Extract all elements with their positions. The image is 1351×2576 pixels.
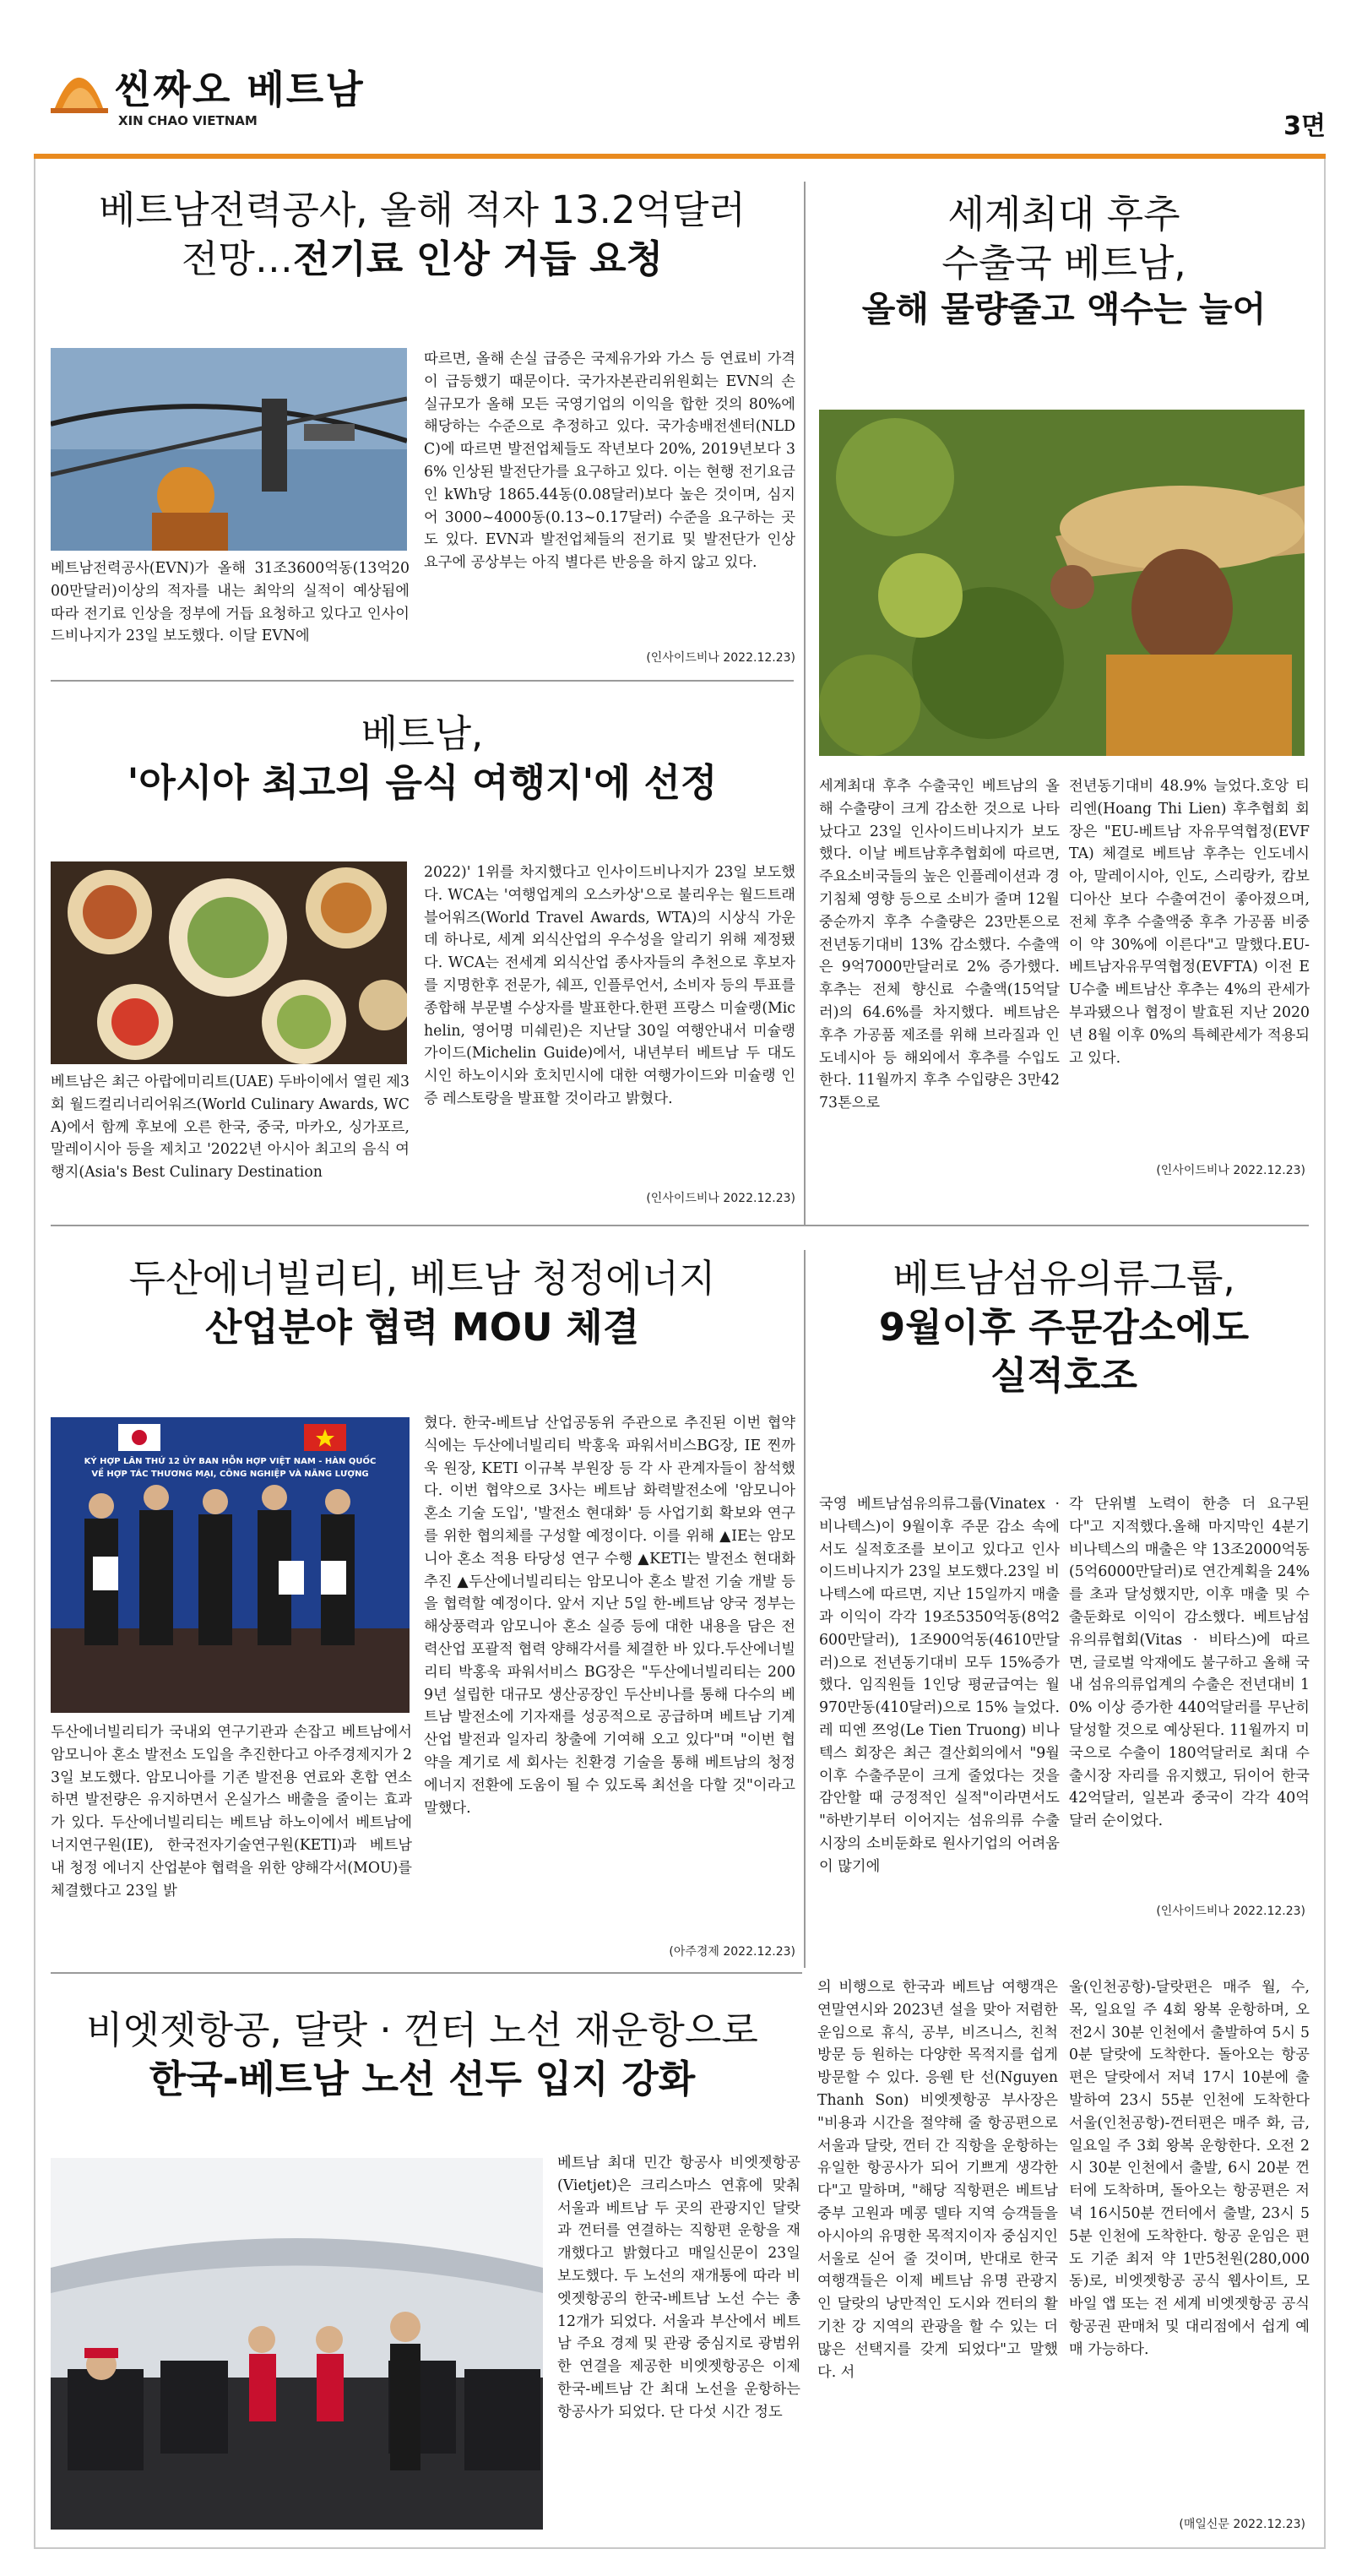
page-number: 3면 <box>1283 111 1326 141</box>
banner-line: VỀ HỢP TÁC THƯƠNG MẠI, CÔNG NGHIỆP VÀ NĂNG LƯỢNG <box>91 1470 369 1479</box>
headline <box>815 190 1313 332</box>
article-body-col3: 울(인천공항)-달랏편은 매주 월, 수, 목, 일요일 주 4회 왕복 운항하며, 오전2시 30분 인천에서 출발하여 5시 50분 달랏에 도착한다. 돌아오는 항공편은 달랏에서 저녁 17시 10분에 출발하여 23시 55분 인천에 도착한다 서울(인천공항)-껀터편은 매주 화, 금, 일요일 주 3회 왕복 운항한다. 오전 2시 30분 인천에서 출발, 6시 20분 껀터에 도착하며, 돌아오는 항공편은 저녁 16시50분 껀터에서 출발, 23시 55분 인천에 도착한다. 항공 운임은 편도 기준 최저 약 1만5천원(280,000동)로, 비엣젯항공 공식 웹사이트, 모바일 앱 또는 전 세계 비엣젯항공 공식 항공권 판매처 및 대리점에서 쉽게 예매 가능하다. <box>1069 1979 1310 2358</box>
article-body-col1: 국영 베트남섬유의류그룹(Vinatex · 비나텍스)이 9월이후 주문 감소 속에서도 실적호조를 보이고 있다고 인사이드비나지가 23일 보도했다.23일 비나텍스에 따르면, 지난 15일까지 매출과 이익이 각각 19조5350억동(8억2600만달러), 1조900억동(4610만달러)으로 전년동기대비 모두 15%증가했다. 임직원들 1인당 평균급여는 월 970만동(410달러)으로 15% 늘었다. 레 띠엔 쯔엉(Le Tien Truong) 비나텍스 회장은 최근 결산회의에서 "9월이후 수출주문이 크게 줄었다는 것을 감안할 때 긍정적인 실적"이라면서도 "하반기부터 이어지는 섬유의류 수출시장의 소비둔화로 원사기업의 어려움이 많기에 <box>819 1496 1060 1875</box>
headline-line-bold: 올해 물량줄고 액수는 늘어 <box>861 289 1267 330</box>
headline-line: 베트남, <box>361 711 484 756</box>
headline <box>815 1254 1313 1400</box>
headline-line: 두산에너빌리티, 베트남 청정에너지 <box>128 1256 716 1301</box>
article-body-col2: 각 단위별 노력이 한층 더 요구된다"고 지적했다.올해 마지막인 4분기 비나텍스의 매출은 약 13조2000억동(5억6000만달러)로 연간계획을 24%를 초과 달성했지만, 이후 매출 및 수출둔화로 이익이 감소했다. 베트남섬유의류협회(Vitas · 비타스)에 따르면, 글로벌 악재에도 불구하고 올해 국내 섬유의류업계의 수출은 전년대비 10% 이상 증가한 440억달러를 무난히 달성할 것으로 예상된다. 11월까지 미국으로 수출이 180억달러로 최대 수출시장 자리를 유지했고, 뒤이어 한국 42억달러, 일본과 중국이 각각 40억달러 순이었다. <box>1069 1496 1310 1830</box>
article-source: (인사이드비나 2022.12.23) <box>1156 1905 1305 1918</box>
article-source: (인사이드비나 2022.12.23) <box>646 651 795 665</box>
article-body-col1: 세계최대 후추 수출국인 베트남의 올해 수출량이 크게 감소한 것으로 나타났다고 23일 인사이드비나지가 보도했다. 이날 베트남후추협회에 따르면, 주요소비국들의 높은 인플레이션과 경기침체 영향 등으로 소비가 줄며 12월 중순까지 후추 수출량은 23만톤으로 전년동기대비 13% 감소했다. 수출액은 9억7000만달러로 2% 증가했다. 후추는 전체 향신료 수출액(15억달러)의 64.6%를 차지했다. 베트남은 후추 가공품 제조를 위해 브라질과 인도네시아 등 해외에서 후추를 수입도 한다. 11월까지 후추 수입량은 3만4273톤으로 <box>819 778 1060 1112</box>
section-divider <box>51 680 794 682</box>
article-body: 2022)' 1위를 차지했다고 인사이드비나지가 23일 보도했다. WCA는 '여행업계의 오스카상'으로 불리우는 월드트래블어워즈(World Travel Awards, WTA)의 시상식 가운데 하나로, 세계 외식산업의 우수성을 알리기 위해 제정됐다. WCA는 전세계 외식산업 종사자들의 추천으로 후보자를 지명한후 전문가, 쉐프, 인플루언서, 소비자 등의 투표를 종합해 부문별 수상자를 발표한다.한편 프랑스 미슐랭(Michelin, 영어명 미쉐린)은 지난달 30일 여행안내서 미슐랭가이드(Michelin Guide)에서, 내년부터 베트남 두 대도시인 하노이시와 호치민시에 대한 여행가이드와 미슐랭 인증 레스토랑을 발표할 것이라고 밝혔다. <box>424 864 795 1107</box>
headline-line-bold: '아시아 최고의 음식 여행지'에 선정 <box>127 759 718 805</box>
headline <box>51 709 794 807</box>
logo-icon <box>51 68 110 118</box>
headline-line-bold: 9월이후 주문감소에도 <box>878 1304 1250 1350</box>
photo-pepper-farmer <box>819 410 1305 756</box>
headline <box>51 1254 794 1351</box>
column-divider <box>804 1250 806 1968</box>
headline-line: 수출국 베트남, <box>941 240 1186 285</box>
section-divider <box>51 1225 1309 1226</box>
article-body-col2: 전년동기대비 48.9% 늘었다.호앙 티 리엔(Hoang Thi Lien) 후추협회 회장은 "EU-베트남 자유무역협정(EVFTA) 체결로 베트남 후추는 인도네시아, 말레이시아, 인도, 스리랑카, 캄보디아산 보다 수출여건이 좋아졌으며, 전체 후추 수출액중 후추 가공품 비중이 약 30%에 이른다"고 말했다.EU-베트남자유무역협정(EVFTA) 이전 EU수출 베트남산 후추는 4%의 관세가 부과됐으나 협정이 발효된 지난 2020년 8월 이후 0%의 특혜관세가 적용되고 있다. <box>1069 778 1310 1067</box>
banner-line: KÝ HỢP LÂN THỨ 12 ỦY BAN HỖN HỢP VIỆT NAM - HÀN QUỐC <box>84 1457 377 1466</box>
masthead <box>34 59 1326 152</box>
article-body-col1: 베트남 최대 민간 항공사 비엣젯항공(Vietjet)은 크리스마스 연휴에 맞춰 서울과 베트남 두 곳의 관광지인 달랏과 껀터를 연결하는 직항편 운항을 재개했다고 밝혔다고 매일신문이 23일 보도했다. 두 노선의 재개통에 따라 비엣젯항공의 한국-베트남 노선 수는 총 12개가 되었다. 서울과 부산에서 베트남 주요 경제 및 관광 중심지로 광범위한 연결을 제공한 비엣젯항공은 이제 한국-베트남 간 최대 노선을 운항하는 항공사가 되었다. 단 다섯 시간 정도 <box>557 2155 800 2421</box>
headline <box>51 2006 794 2103</box>
headline <box>51 186 794 283</box>
photo-caption: 두산에너빌리티가 국내외 연구기관과 손잡고 베트남에서 암모니아 혼소 발전소 도입을 추진한다고 아주경제지가 23일 보도했다. 암모니아를 기존 발전용 연료와 혼합 연소하면 발전량은 유지하면서 온실가스 배출을 줄이는 효과가 있다. 두산에너빌리티는 베트남 하노이에서 베트남에너지연구원(IE), 한국전자기술연구원(KETI)과 베트남 내 청정 에너지 산업분야 협력을 위한 양해각서(MOU)를 체결했다고 23일 밝 <box>51 1724 412 1899</box>
article-source: (인사이드비나 2022.12.23) <box>1156 1164 1305 1177</box>
logo-text: 씬짜오 베트남 <box>114 67 365 112</box>
photo-caption: 베트남은 최근 아랍에미리트(UAE) 두바이에서 열린 제3회 월드컬리너리어워즈(World Culinary Awards, WCA)에서 함께 후보에 오른 한국, 중국, 마카오, 싱가포르, 말레이시아 등을 제치고 '2022년 아시아 최고의 음식 여행지(Asia's Best Culinary Destination <box>51 1073 410 1182</box>
article-source: (매일신문 2022.12.23) <box>1179 2518 1305 2531</box>
headline-line: 세계최대 후추 <box>947 192 1180 236</box>
headline-line-bold: 실적호조 <box>990 1353 1137 1399</box>
headline-line-bold: 전기료 인상 거듭 요청 <box>292 236 664 281</box>
photo-aircraft-cabin <box>51 2158 543 2530</box>
photo-banner-text <box>51 1455 410 1481</box>
article-body: 따르면, 올해 손실 급증은 국제유가와 가스 등 연료비 가격이 급등했기 때문이다. 국가자본관리위원회는 EVN의 손실규모가 올해 모든 국영기업의 이익을 합한 것의 80%에 해당하는 수준으로 추정하고 있다. 국가송배전센터(NLDC)에 따르면 발전업체들도 작년보다 20%, 2019년보다 36% 인상된 발전단가를 요구하고 있다. 이는 현행 전기요금인 kWh당 1865.44동(0.08달러)보다 높은 것이며, 심지어 3000~4000동(0.13~0.17달러) 수준을 요구하는 곳도 있다. EVN과 발전업체들의 전기료 및 발전단가 인상 요구에 공상부는 아직 별다른 반응을 하지 않고 있다. <box>424 351 795 572</box>
photo-vietnamese-food <box>51 861 407 1064</box>
headline-line: 비엣젯항공, 달랏 · 껀터 노선 재운항으로 <box>86 2008 758 2052</box>
photo-power-line-worker <box>51 348 407 551</box>
photo-caption: 베트남전력공사(EVN)가 올해 31조3600억동(13억2000만달러)이상의 적자를 내는 최악의 실적이 예상됨에 따라 전기료 인상을 정부에 거듭 요청하고 있다고 인사이드비나지가 23일 보도했다. 이달 EVN에 <box>51 560 410 645</box>
article-body-col2: 의 비행으로 한국과 베트남 여행객은 연말연시와 2023년 설을 맞아 저렴한 운임으로 휴식, 공부, 비즈니스, 친척 방문 등 원하는 다양한 목적지를 쉽게 방문할 수 있다. 응웬 탄 선(Nguyen Thanh Son) 비엣젯항공 부사장은 "비용과 시간을 절약해 줄 항공편으로 서울과 달랏, 껀터 간 직항을 운항하는 유일한 항공사가 되어 기쁘게 생각한다"고 말하며, "해당 직항편은 베트남 중부 고원과 메콩 델타 지역 승객들을 아시아의 유명한 목적지이자 중심지인 서울로 싣어 줄 것이며, 반대로 한국 여행객들은 이제 베트남 유명 관광지인 달랏의 낭만적인 도시와 껀터의 활기찬 강 지역의 관광을 할 수 있는 더 많은 선택지를 갖게 되었다"고 말했다. 서 <box>817 1979 1058 2381</box>
column-divider <box>804 182 806 1225</box>
article-source: (인사이드비나 2022.12.23) <box>646 1192 795 1205</box>
logo-subtitle: XIN CHAO VIETNAM <box>118 113 258 128</box>
headline-line-bold: 한국-베트남 노선 선두 입지 강화 <box>149 2056 696 2101</box>
article-body: 혔다. 한국-베트남 산업공동위 주관으로 추진된 이번 협약식에는 두산에너빌리티 박홍욱 파워서비스BG장, IE 찐까욱 원장, KETI 이규복 부원장 등 각 사 관계자들이 참석했다. 이번 협약으로 3사는 베트남 화력발전소에 '암모니아 혼소 기술 도입', '발전소 현대화' 등 사업기회 확보와 연구를 위한 협의체를 구성할 예정이다. 이를 위해 ▲IE는 암모니아 혼소 적용 타당성 연구 수행 ▲KETI는 발전소 현대화 추진 ▲두산에너빌리티는 암모니아 혼소 발전 기술 개발 등을 협력할 예정이다. 앞서 지난 5일 한-베트남 양국 정부는 해상풍력과 암모니아 혼소 실증 등에 대한 내용을 담은 전력산업 포괄적 협력 양해각서를 체결한 바 있다.두산에너빌리티 박홍욱 파워서비스 BG장은 "두산에너빌리티는 2009년 설립한 대규모 생산공장인 두산비나를 통해 다수의 베트남 발전소에 기자재를 성공적으로 공급하며 베트남 기계산업 발전과 일자리 창출에 기여해 오고 있다"며 "이번 협약을 계기로 세 회사는 친환경 기술을 통해 베트남의 청정에너지 전환에 도움이 될 수 있도록 최선을 다할 것"이라고 말했다. <box>424 1415 795 1817</box>
headline-line: 베트남섬유의류그룹, <box>893 1256 1235 1301</box>
headline-line: 전망… <box>181 236 293 281</box>
article-source: (아주경제 2022.12.23) <box>669 1945 795 1959</box>
headline-line-bold: 산업분야 협력 MOU 체결 <box>204 1304 640 1350</box>
headline-line: 베트남전력공사, 올해 적자 13.2억달러 <box>99 187 746 232</box>
section-divider <box>51 1972 802 1974</box>
photo-mou-signing <box>51 1417 410 1713</box>
